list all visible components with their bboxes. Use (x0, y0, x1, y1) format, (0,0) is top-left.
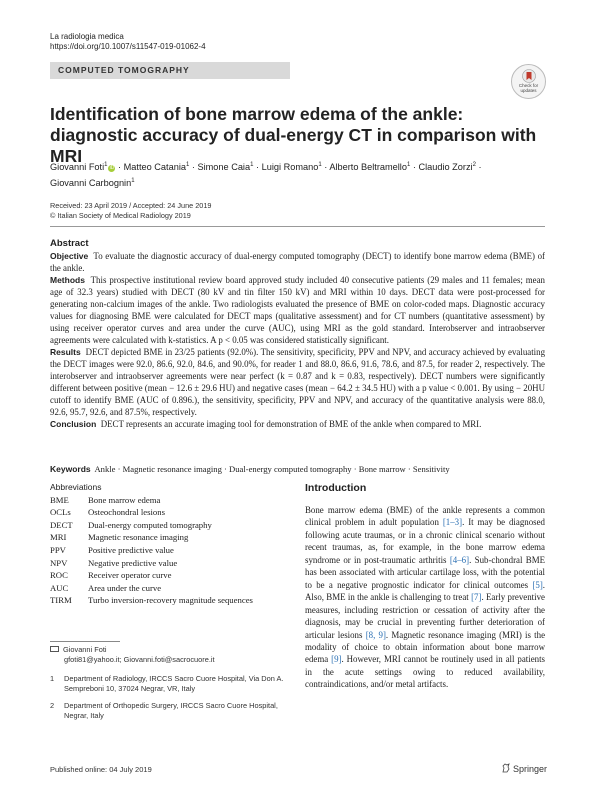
citation-link[interactable]: [8, 9] (365, 629, 386, 640)
list-item (50, 569, 290, 582)
author-affiliation-mark: 1 (185, 162, 190, 168)
abstract-text: DECT depicted BME in 23/25 patients (92.0%). The sensitivity, specificity, PPV and NPV, and accuracy achieved by evaluating the DECT images were 92.0, 86.6, 92.0, 84.6, and 90.0%, for reader 1 and 88.0, 86.6, 91.6, 78.6, and 87.5, for reader 2, respectively. The interobserver and intraobserver agreements were near perfect (k = 0.87 and k = 0.83, respectively). DECT numbers were significantly different between positive (mean − 12.6 ± 29.6 HU) and negative cases (mean − 64.2 ± 34.5 HU) with a p value < 0.001. By using − 20HU cutoff to identify BME (AUC of 0.896.), the sensitivity, specificity, PPV and NPV, and accuracy of the quantitative analysis were 88.0, 92.6, 95.7, 92.6, and 87.5%, respectively. (50, 347, 546, 417)
author-name[interactable]: Claudio Zorzi (418, 162, 473, 173)
author-name[interactable]: Simone Caia (197, 162, 251, 173)
abbr-value: Positive predictive value (88, 544, 174, 555)
abstract-label: Objective (50, 251, 89, 261)
list-item (50, 519, 290, 532)
affiliation-number: 1 (50, 674, 55, 683)
affiliation-text: Department of Radiology, IRCCS Sacro Cuore Hospital, Via Don A. Sempreboni 10, 37024 Negrar, VR, Italy (64, 674, 284, 693)
keywords (50, 463, 545, 475)
bookmark-icon (522, 69, 536, 83)
author-name[interactable]: Giovanni Foti (50, 162, 105, 173)
affiliation-1 (50, 674, 290, 694)
author-affiliation-mark: 1 (250, 162, 254, 168)
affiliation-text: Department of Orthopedic Surgery, IRCCS Sacro Cuore Hospital, Negrar, Italy (64, 701, 278, 720)
author-list: Giovanni Foti$^1$iD · Matteo Catania$^1$ · Simone Caia$^1$ · Luigi Romano$^1$ · Alberto Beltramello$^1$ · Claudio Zorzi$^2$ · Giovanni Carbognin$^1$ (50, 162, 482, 189)
abbr-key: PPV (50, 544, 66, 555)
list-item (50, 494, 290, 507)
badge-line1: Check for (518, 83, 539, 88)
abbr-key: ROC (50, 570, 68, 581)
abstract-methods (50, 274, 545, 346)
section-banner: COMPUTED TOMOGRAPHY (50, 62, 290, 79)
abstract-label: Methods (50, 275, 85, 285)
citation-link[interactable]: [9] (331, 654, 342, 665)
copyright: © Italian Society of Medical Radiology 2019 (50, 211, 191, 220)
abbreviations-title: Abbreviations (50, 482, 102, 492)
intro-text: . Magnetic resonance imaging (MRI) is the modality of choice to obtain information about bone marrow edema (305, 629, 546, 665)
abstract-results (50, 346, 545, 418)
author-name[interactable]: Alberto Beltramello (329, 162, 407, 173)
keywords-label: Keywords (50, 464, 91, 474)
abbr-key: DECT (50, 519, 73, 530)
author-name[interactable]: Luigi Romano (261, 162, 319, 173)
citation-link[interactable]: [4–6] (449, 554, 470, 565)
abstract-body (50, 250, 545, 430)
article-dates (50, 201, 211, 221)
intro-text: . Early preventive measures, including restriction or cessation of activity after the diagnosis, may be crucial in preventing further deterioration of articular lesions (305, 592, 545, 640)
abstract-text: DECT represents an accurate imaging tool for demonstration of BME of the ankle when compared to MRI. (100, 419, 482, 429)
intro-text: . Also, BME in the ankle is challenging to treat (305, 579, 545, 603)
list-item (50, 531, 290, 544)
author-affiliation-mark: 2 (472, 162, 476, 168)
affiliation-2 (50, 701, 290, 721)
abbr-key: BME (50, 494, 69, 505)
intro-text: . It may be diagnosed following acute traumas, or in a chronic clinical scenario without recent traumas, as, for example, in the bone marrow edema syndrome or in post-traumatic arthritis (305, 517, 545, 565)
abstract-label: Results (50, 347, 81, 357)
abbr-key: MRI (50, 532, 67, 543)
abbr-value: Bone marrow edema (88, 494, 161, 505)
abstract-objective (50, 250, 545, 274)
doi-link[interactable]: https://doi.org/10.1007/s11547-019-01062-4 (50, 42, 206, 51)
intro-text: Bone marrow edema (BME) of the ankle represents a common clinical problem in adult population (305, 505, 545, 528)
abbr-value: Magnetic resonance imaging (88, 532, 189, 543)
publisher-name: Springer (513, 764, 548, 774)
keywords-text: Ankle · Magnetic resonance imaging · Dual-energy computed tomography · Bone marrow · Sensitivity (94, 464, 450, 474)
abstract-label: Conclusion (50, 419, 97, 429)
abbr-value: Osteochondral lesions (88, 507, 165, 518)
affiliation-number: 2 (50, 701, 55, 710)
list-item (50, 557, 290, 570)
springer-horse-icon (501, 763, 511, 773)
corresponding-email[interactable]: gfoti81@yahoo.it; Giovanni.foti@sacrocuore.it (64, 655, 215, 664)
correspondence (50, 645, 290, 665)
abbr-key: NPV (50, 557, 68, 568)
abbr-key: OCLs (50, 507, 71, 518)
badge-line2: updates (520, 88, 537, 93)
author-name[interactable]: Giovanni Carbognin (50, 178, 132, 189)
abbr-value: Receiver operator curve (88, 570, 172, 581)
check-for-updates-badge[interactable] (511, 64, 546, 99)
abstract-heading: Abstract (50, 238, 89, 249)
abstract-text: This prospective institutional review board approved study included 40 consecutive patients (29 males and 11 females; mean age of 32.3 years) studied with DECT (80 kV and tin filter 150 kV) and MRI within 10 days. DECT data were post-processed for generating non-calcium images of the ankle. Two radiologists evaluated the presence of BME on color-coded maps. Diagnostic accuracy values for diagnosing BME were calculated for DECT maps (qualitative assessment) and for CT numbers (quantitative assessment) by using receiver operator curves and area under the curve (AUC), using MRI as the gold standard. Interobserver and intraobserver agreements were calculated with k-statistics. A p < 0.05 was considered statistically significant. (50, 275, 545, 345)
abbreviations-list (50, 481, 290, 607)
abbr-value: Negative predictive value (88, 557, 178, 568)
introduction-body (305, 504, 545, 691)
abstract-text: To evaluate the diagnostic accuracy of dual-energy computed tomography (DECT) to identify bone marrow edema (BME) of the ankle. (50, 251, 545, 273)
abstract-conclusion (50, 418, 545, 430)
list-item (50, 506, 290, 519)
intro-text: . Sub-chondral BME has been associated with articular cartilage loss, with the potential to be a negative prognostic indicator for clinical outcomes (305, 554, 546, 590)
published-online: Published online: 04 July 2019 (50, 765, 152, 774)
citation-link[interactable]: [5] (532, 579, 543, 590)
list-item (50, 594, 290, 607)
footnote-divider (50, 641, 120, 642)
journal-header (50, 32, 206, 52)
intro-text: . However, MRI cannot be routinely used in all patients in the acute settings owing to reduced availability, contraindications, and/or metal artifacts. (305, 654, 545, 690)
author-affiliation-mark: 1 (406, 162, 411, 168)
introduction-paragraph (305, 504, 545, 691)
abbr-key: TIRM (50, 595, 72, 606)
author-affiliation-mark: 1 (104, 162, 108, 168)
publisher-logo (501, 763, 547, 774)
abbr-value: Turbo inversion-recovery magnitude sequences (88, 595, 253, 606)
journal-name: La radiologia medica (50, 32, 124, 41)
list-item (50, 544, 290, 557)
author-affiliation-mark: 1 (318, 162, 322, 168)
abbr-value: Area under the curve (88, 582, 162, 593)
corresponding-author: Giovanni Foti (63, 645, 107, 654)
abbr-value: Dual-energy computed tomography (88, 519, 212, 530)
introduction-heading: Introduction (305, 482, 367, 494)
author-name[interactable]: Matteo Catania (123, 162, 186, 173)
abbr-key: AUC (50, 582, 69, 593)
divider (50, 226, 545, 227)
citation-link[interactable]: [7] (471, 592, 482, 603)
received-accepted: Received: 23 April 2019 / Accepted: 24 June 2019 (50, 201, 212, 210)
orcid-icon[interactable]: iD (109, 165, 115, 172)
article-title: Identification of bone marrow edema of the ankle: diagnostic accuracy of dual-energy CT in comparison with MRI (50, 104, 537, 166)
envelope-icon (50, 646, 59, 652)
author-affiliation-mark: 1 (131, 178, 135, 185)
citation-link[interactable]: [1–3] (442, 517, 463, 528)
list-item (50, 582, 290, 595)
